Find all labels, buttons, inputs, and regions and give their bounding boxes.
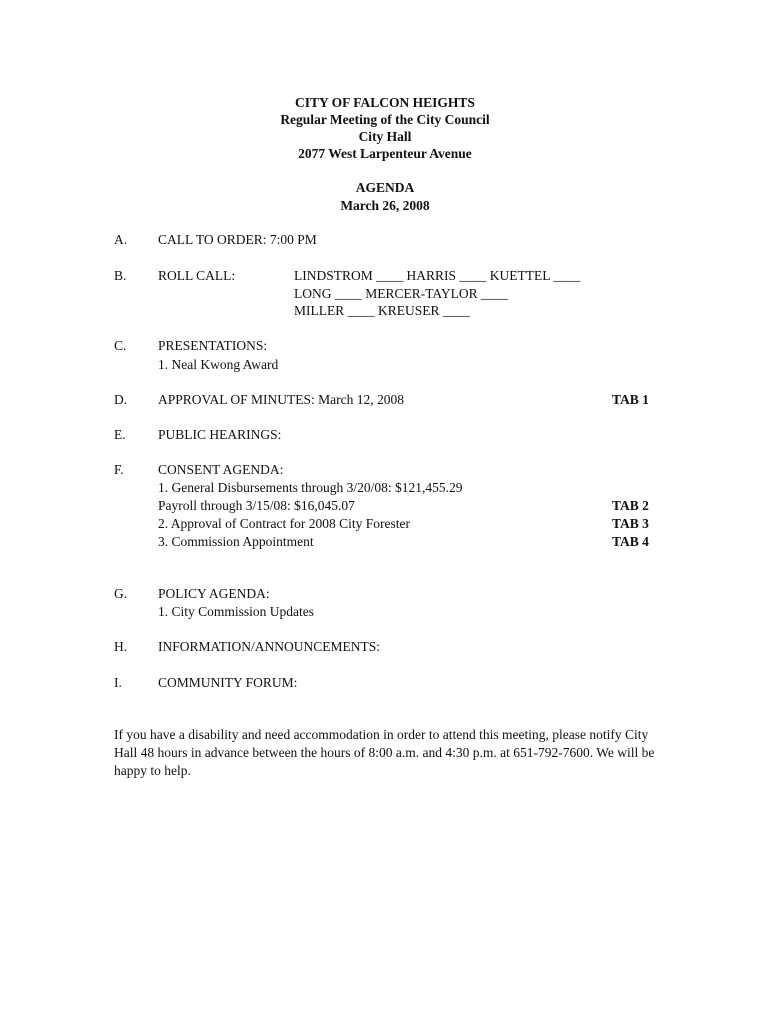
roll-call-line-3: MILLER ____ KREUSER ____ xyxy=(294,303,470,318)
item-letter-c: C. xyxy=(114,338,127,353)
item-letter-f: F. xyxy=(114,462,124,477)
item-presentations: PRESENTATIONS: xyxy=(158,338,268,353)
item-letter-h: H. xyxy=(114,639,128,654)
consent-item-1: 1. General Disbursements through 3/20/08: $121,455.29 xyxy=(158,480,463,495)
tab-2-label: TAB 2 xyxy=(612,498,649,513)
item-community-forum: COMMUNITY FORUM: xyxy=(158,675,298,690)
item-letter-a: A. xyxy=(114,232,128,247)
consent-payroll: Payroll through 3/15/08: $16,045.07 xyxy=(158,498,355,513)
item-call-to-order: CALL TO ORDER: 7:00 PM xyxy=(158,232,317,247)
item-information-announcements: INFORMATION/ANNOUNCEMENTS: xyxy=(158,639,381,654)
consent-item-3: 3. Commission Appointment xyxy=(158,534,314,549)
meeting-type: Regular Meeting of the City Council xyxy=(280,112,490,127)
roll-call-line-1: LINDSTROM ____ HARRIS ____ KUETTEL ____ xyxy=(294,268,581,283)
item-public-hearings: PUBLIC HEARINGS: xyxy=(158,427,282,442)
city-name: CITY OF FALCON HEIGHTS xyxy=(295,95,475,110)
item-policy-agenda: POLICY AGENDA: xyxy=(158,586,270,601)
item-approval-minutes: APPROVAL OF MINUTES: March 12, 2008 xyxy=(158,392,405,407)
item-letter-e: E. xyxy=(114,427,126,442)
tab-1-label: TAB 1 xyxy=(612,392,649,407)
item-consent-agenda: CONSENT AGENDA: xyxy=(158,462,284,477)
tab-4-label: TAB 4 xyxy=(612,534,649,549)
item-letter-b: B. xyxy=(114,268,127,283)
venue: City Hall xyxy=(358,129,412,144)
item-letter-g: G. xyxy=(114,586,128,601)
roll-call-line-2: LONG ____ MERCER-TAYLOR ____ xyxy=(294,286,509,301)
presentation-1: 1. Neal Kwong Award xyxy=(158,357,279,372)
agenda-title: AGENDA xyxy=(355,180,415,195)
policy-item-1: 1. City Commission Updates xyxy=(158,604,315,619)
item-letter-d: D. xyxy=(114,392,128,407)
consent-item-2: 2. Approval of Contract for 2008 City Forester xyxy=(158,516,410,531)
meeting-date: March 26, 2008 xyxy=(340,198,430,213)
address: 2077 West Larpenteur Avenue xyxy=(298,146,472,161)
item-letter-i: I. xyxy=(114,675,122,690)
item-roll-call: ROLL CALL: xyxy=(158,268,236,283)
accessibility-notice: If you have a disability and need accommodation in order to attend this meeting, please notify City Hall 48 hours in advance between the hours of 8:00 a.m. and 4:30 p.m. at 651-792-7600. We will be happy to help. xyxy=(114,727,655,778)
tab-3-label: TAB 3 xyxy=(612,516,649,531)
